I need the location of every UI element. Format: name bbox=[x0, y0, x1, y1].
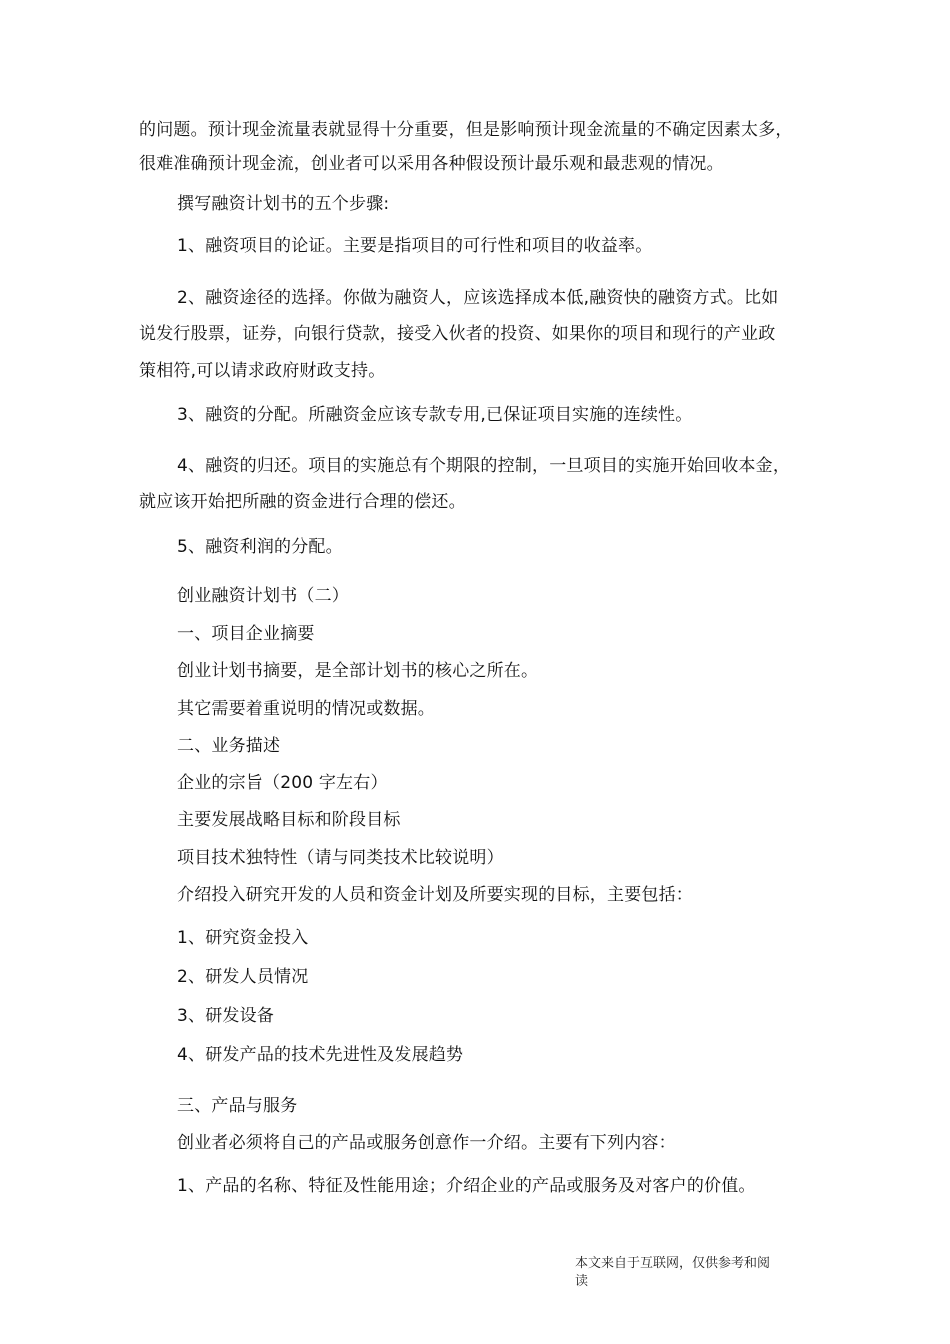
document-title: 创业融资计划书（二） bbox=[177, 586, 349, 606]
section-heading: 三、产品与服务 bbox=[177, 1096, 298, 1116]
paragraph-line: 就应该开始把所融的资金进行合理的偿还。 bbox=[139, 492, 466, 512]
footer-line: 本文来自于互联网，仅供参考和阅 bbox=[575, 1256, 771, 1271]
list-item: 1、产品的名称、特征及性能用途；介绍企业的产品或服务及对客户的价值。 bbox=[177, 1176, 756, 1196]
paragraph-line: 创业者必须将自己的产品或服务创意作一介绍。主要有下列内容： bbox=[177, 1133, 676, 1153]
list-item: 4、研发产品的技术先进性及发展趋势 bbox=[177, 1045, 464, 1065]
paragraph-line: 说发行股票，证券，向银行贷款，接受入伙者的投资、如果你的项目和现行的产业政 bbox=[139, 324, 776, 344]
paragraph-line: 的问题。预计现金流量表就显得十分重要，但是影响预计现金流量的不确定因素太多， bbox=[139, 120, 793, 140]
section-heading: 撰写融资计划书的五个步骤: bbox=[177, 194, 390, 214]
list-item: 1、融资项目的论证。主要是指项目的可行性和项目的收益率。 bbox=[177, 236, 653, 256]
paragraph-line: 创业计划书摘要，是全部计划书的核心之所在。 bbox=[177, 661, 539, 681]
paragraph-line: 企业的宗旨（200 字左右） bbox=[177, 773, 388, 793]
list-item: 4、融资的归还。项目的实施总有个期限的控制，一旦项目的实施开始回收本金， bbox=[177, 456, 791, 476]
list-item: 5、融资利润的分配。 bbox=[177, 537, 343, 557]
paragraph-line: 策相符,可以请求政府财政支持。 bbox=[139, 361, 386, 381]
list-item: 1、研究资金投入 bbox=[177, 928, 309, 948]
paragraph-line: 介绍投入研究开发的人员和资金计划及所要实现的目标，主要包括： bbox=[177, 885, 693, 905]
list-item: 2、研发人员情况 bbox=[177, 967, 309, 987]
footer-line: 读 bbox=[575, 1274, 589, 1289]
paragraph-line: 很难准确预计现金流，创业者可以采用各种假设预计最乐观和最悲观的情况。 bbox=[139, 154, 724, 174]
paragraph-line: 主要发展战略目标和阶段目标 bbox=[177, 810, 401, 830]
paragraph-line: 项目技术独特性（请与同类技术比较说明） bbox=[177, 848, 504, 868]
section-heading: 二、业务描述 bbox=[177, 736, 281, 756]
list-item: 2、融资途径的选择。你做为融资人，应该选择成本低,融资快的融资方式。比如 bbox=[177, 288, 779, 308]
list-item: 3、研发设备 bbox=[177, 1006, 275, 1026]
footer-note bbox=[575, 1255, 790, 1291]
list-item: 3、融资的分配。所融资金应该专款专用,已保证项目实施的连续性。 bbox=[177, 405, 693, 425]
paragraph-line: 其它需要着重说明的情况或数据。 bbox=[177, 699, 435, 719]
section-heading: 一、项目企业摘要 bbox=[177, 624, 315, 644]
